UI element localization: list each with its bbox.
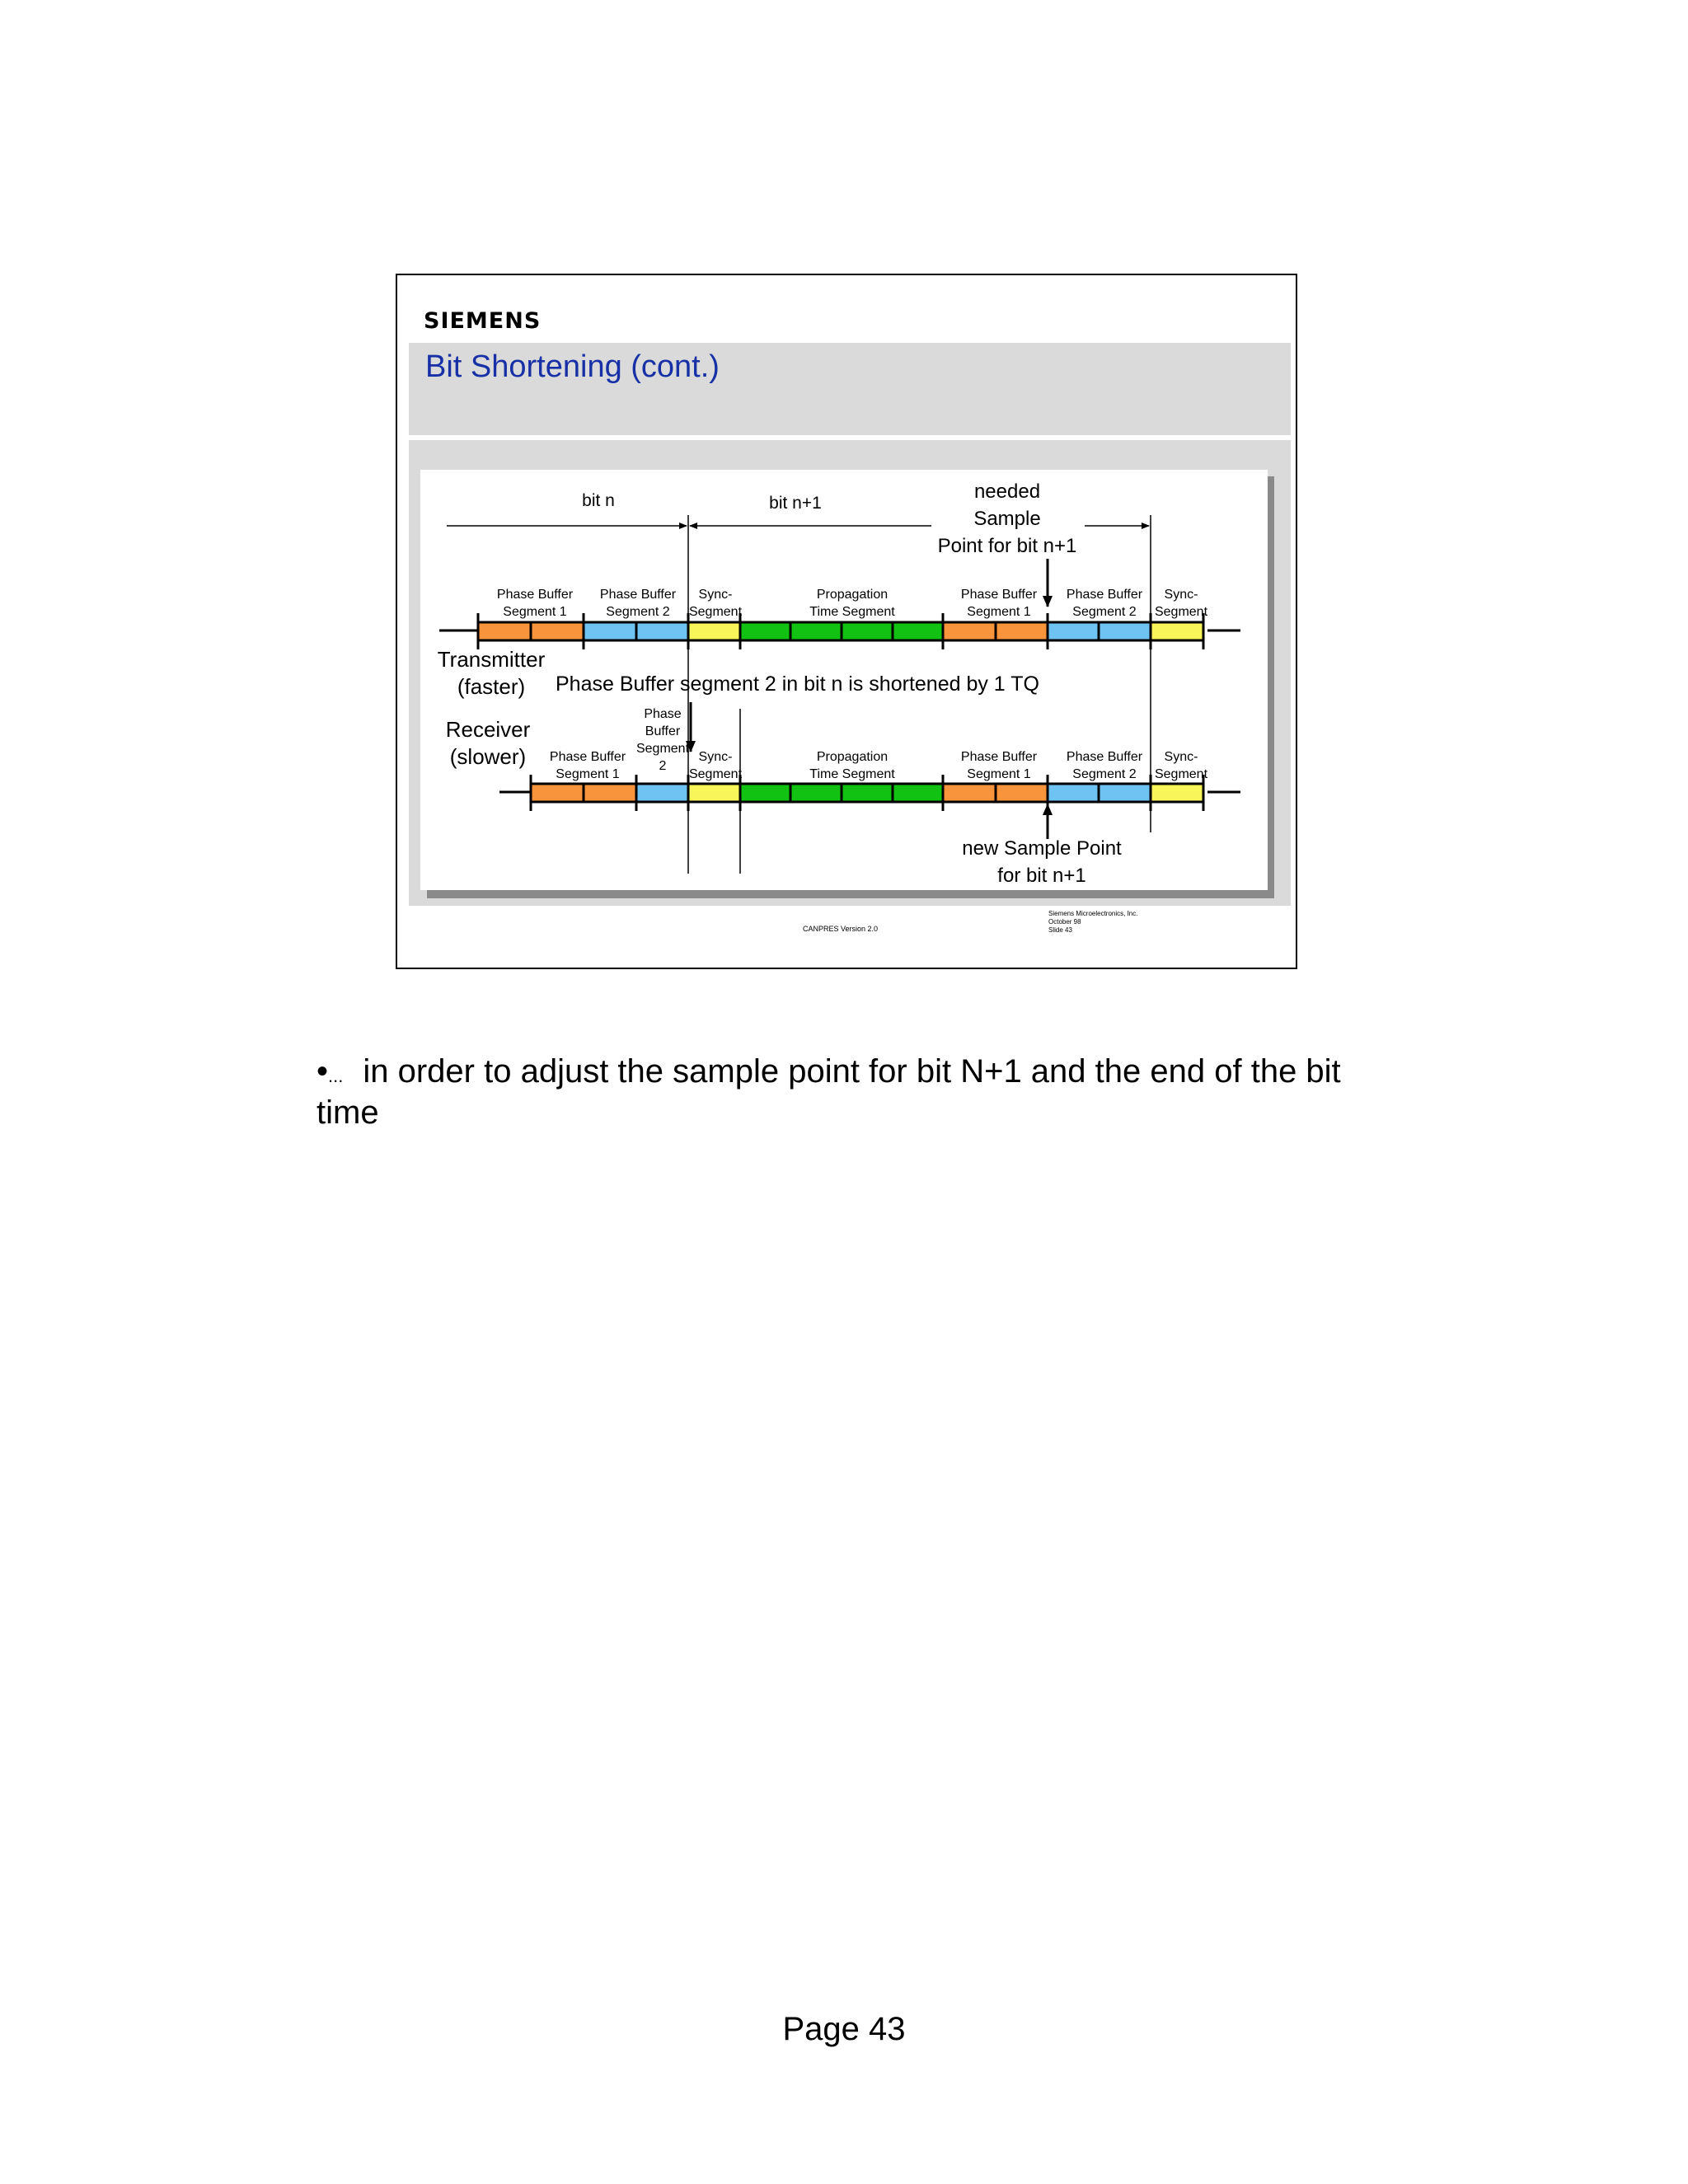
tx-pb1b-label-1: Phase Buffer (960, 588, 1038, 602)
footer-company: Siemens Microelectronics, Inc. (1048, 910, 1138, 917)
rx-pb2-label-3: Segment (635, 742, 690, 756)
tx-pb2b-label-2: Segment 2 (1072, 605, 1137, 619)
rx-prop-label-2: Time Segment (809, 767, 895, 781)
tx-syncb-segment (1151, 622, 1203, 640)
tx-pb2-label-2: Segment 2 (606, 605, 670, 619)
slide (396, 274, 1297, 969)
rx-syncb-segment (1151, 784, 1203, 802)
rx-pb1-label-1: Phase Buffer (549, 750, 626, 764)
bit-n1-label: bit n+1 (769, 494, 822, 513)
tx-sync-label-2: Segment (688, 605, 743, 619)
tx-sync-segment (688, 622, 740, 640)
rx-sync-segment (688, 784, 740, 802)
transmitter-label-2: (faster) (457, 674, 526, 699)
tx-pb2-label-1: Phase Buffer (599, 588, 677, 602)
note-text: in order to adjust the sample point for bit N+1 and the end of the bit time (316, 1053, 1341, 1131)
new-sample-line1: new Sample Point (962, 837, 1122, 860)
rx-sync-label-1: Sync- (698, 750, 733, 764)
rx-pb1-label-2: Segment 1 (556, 767, 620, 781)
transmitter-label-1: Transmitter (437, 647, 546, 672)
tx-prop-label-2: Time Segment (809, 605, 895, 619)
rx-pb2-label-1: Phase (644, 707, 682, 721)
note-ellipsis: ... (328, 1066, 344, 1086)
needed-sample-line2: Sample (973, 508, 1041, 530)
rx-pb2b-label-2: Segment 2 (1072, 767, 1137, 781)
needed-sample-line3: Point for bit n+1 (937, 535, 1077, 557)
bit-n-label: bit n (582, 491, 615, 510)
slide-footer-version: CANPRES Version 2.0 (803, 925, 879, 933)
page-number: Page 43 (782, 2011, 906, 2047)
note-bullet: • (316, 1053, 329, 1090)
diagram-panel (420, 470, 1268, 890)
tx-pb1-label-1: Phase Buffer (496, 588, 574, 602)
tx-sync-label-1: Sync- (698, 588, 733, 602)
shortened-note: Phase Buffer segment 2 in bit n is shortened by 1 TQ (556, 673, 1039, 696)
siemens-logo: SIEMENS (424, 308, 542, 334)
footer-slide-number: Slide 43 (1048, 926, 1072, 934)
rx-syncb-label-1: Sync- (1164, 750, 1198, 764)
rx-pb1b-label-1: Phase Buffer (960, 750, 1038, 764)
footer-date: October 98 (1048, 918, 1081, 926)
speaker-note (316, 1053, 1388, 1131)
title-band (409, 343, 1291, 435)
rx-pb2-segment (636, 784, 688, 802)
tx-pb1b-label-2: Segment 1 (967, 605, 1031, 619)
rx-pb2-label-2: Buffer (645, 724, 681, 738)
tx-pb1-label-2: Segment 1 (503, 605, 567, 619)
rx-sync-label-2: Segment (688, 767, 743, 781)
slide-footer-info (1048, 910, 1137, 935)
new-sample-line2: for bit n+1 (997, 865, 1086, 887)
slide-title: Bit Shortening (cont.) (425, 349, 720, 384)
rx-prop-label-1: Propagation (816, 750, 889, 764)
rx-pb2-label-4: 2 (659, 759, 667, 773)
needed-sample-line1: needed (973, 480, 1041, 503)
rx-pb1b-label-2: Segment 1 (967, 767, 1031, 781)
receiver-label-2: (slower) (449, 744, 527, 769)
tx-prop-label-1: Propagation (816, 588, 889, 602)
receiver-label-1: Receiver (445, 717, 531, 742)
tx-syncb-label-2: Segment (1154, 605, 1208, 619)
tx-syncb-label-1: Sync- (1164, 588, 1198, 602)
rx-pb2b-label-1: Phase Buffer (1066, 750, 1143, 764)
tx-pb2b-label-1: Phase Buffer (1066, 588, 1143, 602)
rx-syncb-label-2: Segment (1154, 767, 1208, 781)
bit-timing-diagram (420, 470, 1268, 890)
